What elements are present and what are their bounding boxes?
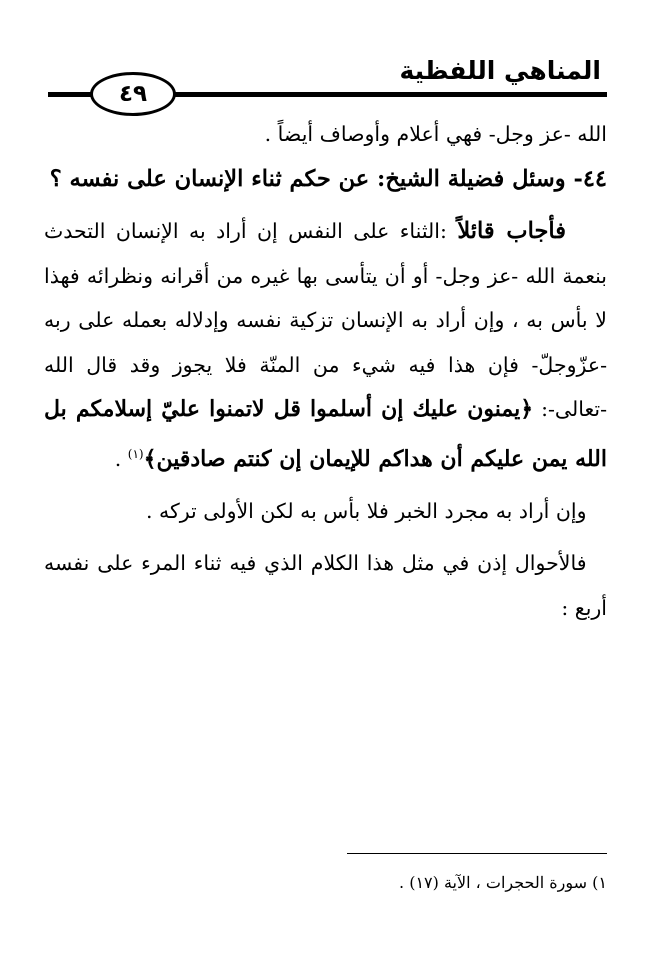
page-number-badge	[90, 72, 176, 116]
paragraph-2-text: وإن أراد به مجرد الخبر فلا بأس به لكن الأولى تركه .	[145, 498, 587, 523]
footnote: ١) سورة الحجرات ، الآية (١٧) .	[399, 873, 607, 892]
paragraph-3-text: فالأحوال إذن في مثل هذا الكلام الذي فيه ثناء المرء على نفسه أربع :	[44, 551, 607, 620]
answer-lead: فأجاب قائلاً	[457, 218, 566, 244]
page-number: ٤٩	[118, 81, 148, 107]
answer-paragraph	[44, 209, 607, 481]
paragraph-3	[44, 541, 607, 630]
question-paragraph: ٤٤- وسئل فضيلة الشيخ: عن حكم ثناء الإنسان على نفسه ؟	[49, 165, 607, 192]
running-header-title: المناهي اللفظية	[399, 56, 601, 85]
paragraph-2	[44, 489, 607, 534]
footnote-ref: (١)	[127, 446, 144, 461]
body-text	[44, 112, 607, 630]
paragraph-continuation: الله -عز وجل- فهي أعلام وأوصاف أيضاً .	[264, 122, 607, 146]
verse-end: .	[114, 446, 122, 471]
answer-text: :الثناء على النفس إن أراد به الإنسان التحدث بنعمة الله -عز وجل- أو أن يتأسى بها غيره من أقرانه ونظرائه فهذا لا بأس به ، وإن أراد به الإنسان تزكية نفسه وإدلاله بعمله على ربه -عزّوجلّ- فإن هذا فيه شيء من المنّة فلا يجوز وقد قال الله -تعالى-:	[44, 219, 607, 421]
footnote-rule	[347, 853, 607, 854]
quran-verse: ﴿يمنون عليك إن أسلموا قل لاتمنوا عليّ إسلامكم بل الله يمن عليكم أن هداكم للإيمان إن كنتم صادقين﴾	[44, 396, 607, 472]
